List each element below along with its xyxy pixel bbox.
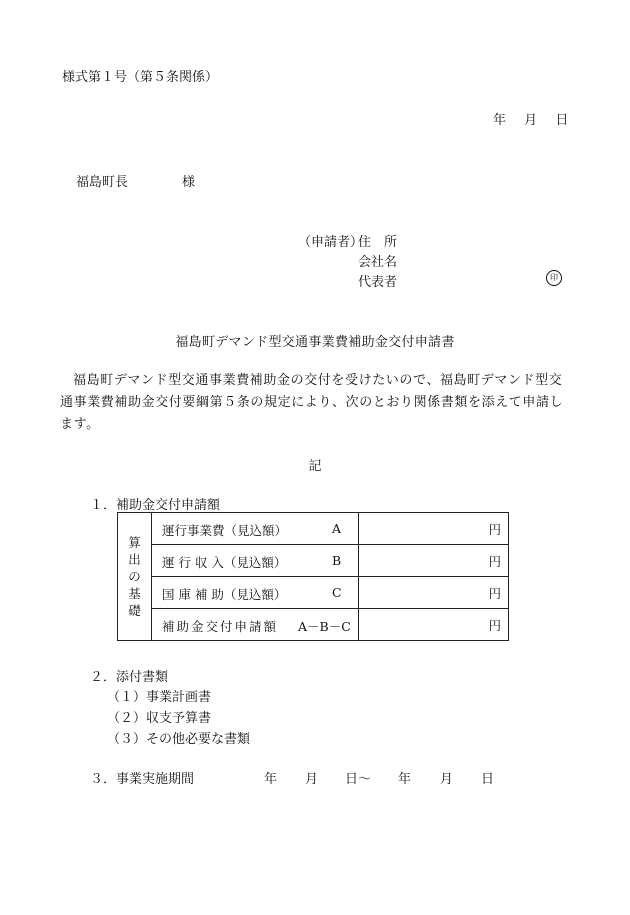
row-symbol: A－B－C <box>298 619 351 634</box>
row-label-cell <box>152 513 359 545</box>
row-label: 国 庫 補 助（見込額） <box>162 587 287 602</box>
document-title: 福島町デマンド型交通事業費補助金交付申請書 <box>175 335 455 350</box>
form-number: 様式第１号（第５条関係） <box>62 70 219 85</box>
addressee-name: 福島町長 <box>76 175 129 190</box>
table-row <box>118 609 509 641</box>
attachment-item: （１）事業計画書 <box>107 690 212 705</box>
period-start-day: 日 <box>345 772 359 787</box>
applicant-address-label: 住 所 <box>358 235 398 250</box>
amount-cell[interactable] <box>359 609 509 641</box>
period-range-separator: ～ <box>358 772 372 787</box>
calculation-basis-label: 算 出 の 基 礎 <box>118 513 152 641</box>
section2-heading: ２．添付書類 <box>90 670 169 685</box>
table-row <box>118 513 509 545</box>
table-row <box>118 545 509 577</box>
addressee <box>76 171 195 190</box>
row-label: 運 行 収 入（見込額） <box>162 555 287 570</box>
attachment-item: （３）その他必要な書類 <box>107 732 251 747</box>
row-label-cell <box>152 609 359 641</box>
applicant-label: （申請者） <box>298 235 364 250</box>
amount-cell[interactable] <box>359 545 509 577</box>
row-label-cell <box>152 577 359 609</box>
date-line <box>493 109 568 128</box>
addressee-honorific: 様 <box>182 175 196 190</box>
period-start-year: 年 <box>264 772 278 787</box>
date-year: 年 <box>493 113 507 128</box>
ki-heading: 記 <box>308 459 322 474</box>
row-label-cell <box>152 545 359 577</box>
date-day: 日 <box>555 113 569 128</box>
row-symbol: C <box>332 585 342 600</box>
amount-cell[interactable] <box>359 513 509 545</box>
section1-heading: １．補助金交付申請額 <box>90 498 221 513</box>
period-end-month: 月 <box>440 772 454 787</box>
seal-mark: 印 <box>546 270 562 286</box>
applicant-company-label: 会社名 <box>358 255 398 270</box>
row-symbol: B <box>332 553 342 568</box>
unit-yen: 円 <box>488 521 501 537</box>
row-label: 補助金交付申請額 <box>162 619 279 634</box>
applicant-representative-label: 代表者 <box>358 275 398 290</box>
row-label: 運行事業費（見込額） <box>162 523 288 538</box>
table-row <box>118 577 509 609</box>
attachment-item: （２）収支予算書 <box>107 711 212 726</box>
calculation-table <box>117 512 509 641</box>
body-text: 福島町デマンド型交通事業費補助金の交付を受けたいので、福島町デマンド型交通事業費補助金交付要綱第５条の規定により、次のとおり関係書類を添えて申請します。 <box>60 373 564 432</box>
period-end-year: 年 <box>398 772 412 787</box>
unit-yen: 円 <box>488 585 501 601</box>
period-start-month: 月 <box>305 772 319 787</box>
amount-cell[interactable] <box>359 577 509 609</box>
period-end-day: 日 <box>481 772 495 787</box>
unit-yen: 円 <box>488 617 501 633</box>
unit-yen: 円 <box>488 553 501 569</box>
date-month: 月 <box>524 113 538 128</box>
section3-heading: ３．事業実施期間 <box>90 772 195 787</box>
row-symbol: A <box>332 521 342 536</box>
